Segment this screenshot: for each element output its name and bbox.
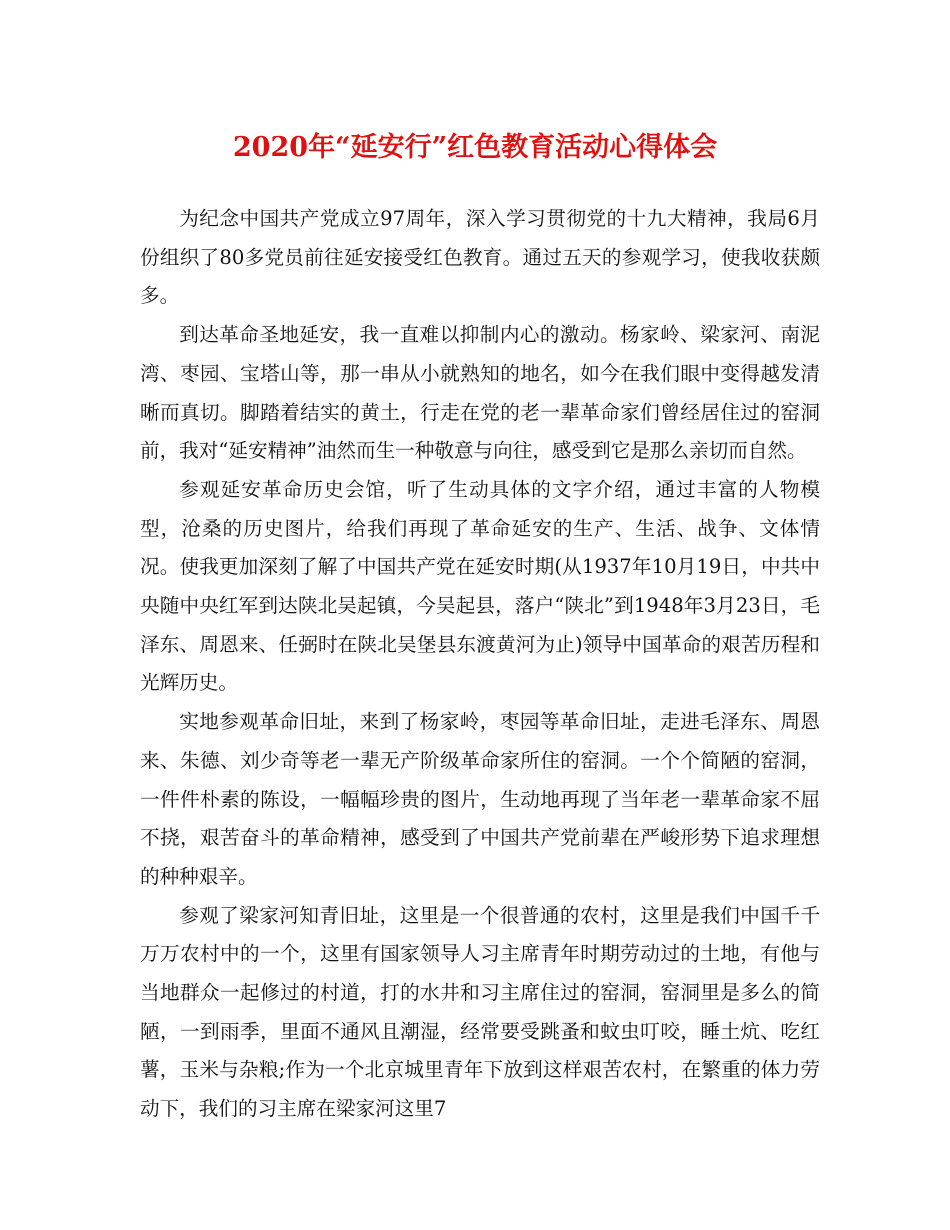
paragraph-2: 到达革命圣地延安，我一直难以抑制内心的激动。杨家岭、梁家河、南泥湾、枣园、宝塔山等，那一串从小就熟知的地名，如今在我们眼中变得越发清晰而真切。脚踏着结实的黄土，行走在党的老一辈革命家们曾经居住过的窑洞前，我对“延安精神”油然而生一种敬意与向往，感受到它是那么亲切而自然。 <box>140 323 820 463</box>
paragraph-4: 实地参观革命旧址，来到了杨家岭，枣园等革命旧址，走进毛泽东、周恩来、朱德、刘少奇等老一辈无产阶级革命家所住的窑洞。一个个简陋的窑洞，一件件朴素的陈设，一幅幅珍贵的图片，生动地再现了当年老一辈革命家不屈不挠，艰苦奋斗的革命精神，感受到了中国共产党前辈在严峻形势下追求理想的种种艰辛。 <box>140 710 820 888</box>
paragraph-1: 为纪念中国共产党成立97周年，深入学习贯彻党的十九大精神，我局6月份组织了80多党员前往延安接受红色教育。通过五天的参观学习，使我收获颇多。 <box>140 207 820 308</box>
document-title: 2020年“延安行”红色教育活动心得体会 <box>232 132 718 163</box>
paragraph-5: 参观了梁家河知青旧址，这里是一个很普通的农村，这里是我们中国千千万万农村中的一个，这里有国家领导人习主席青年时期劳动过的土地，有他与当地群众一起修过的村道，打的水井和习主席住过的窑洞，窑洞里是多么的简陋，一到雨季，里面不通风且潮湿，经常要受跳蚤和蚊虫叮咬，睡土炕、吃红薯，玉米与杂粮;作为一个北京城里青年下放到这样艰苦农村，在繁重的体力劳动下，我们的习主席在梁家河这里7 <box>140 903 820 1121</box>
paragraph-3: 参观延安革命历史会馆，听了生动具体的文字介绍，通过丰富的人物模型，沧桑的历史图片，给我们再现了革命延安的生产、生活、战争、文体情况。使我更加深刻了解了中国共产党在延安时期(从1937年10月19日，中共中央随中央红军到达陕北吴起镇，今吴起县，落户“陕北”到1948年3月23日，毛泽东、周恩来、任弼时在陕北吴堡县东渡黄河为止)领导中国革命的艰苦历程和光辉历史。 <box>140 477 820 695</box>
document-body <box>140 200 820 1129</box>
